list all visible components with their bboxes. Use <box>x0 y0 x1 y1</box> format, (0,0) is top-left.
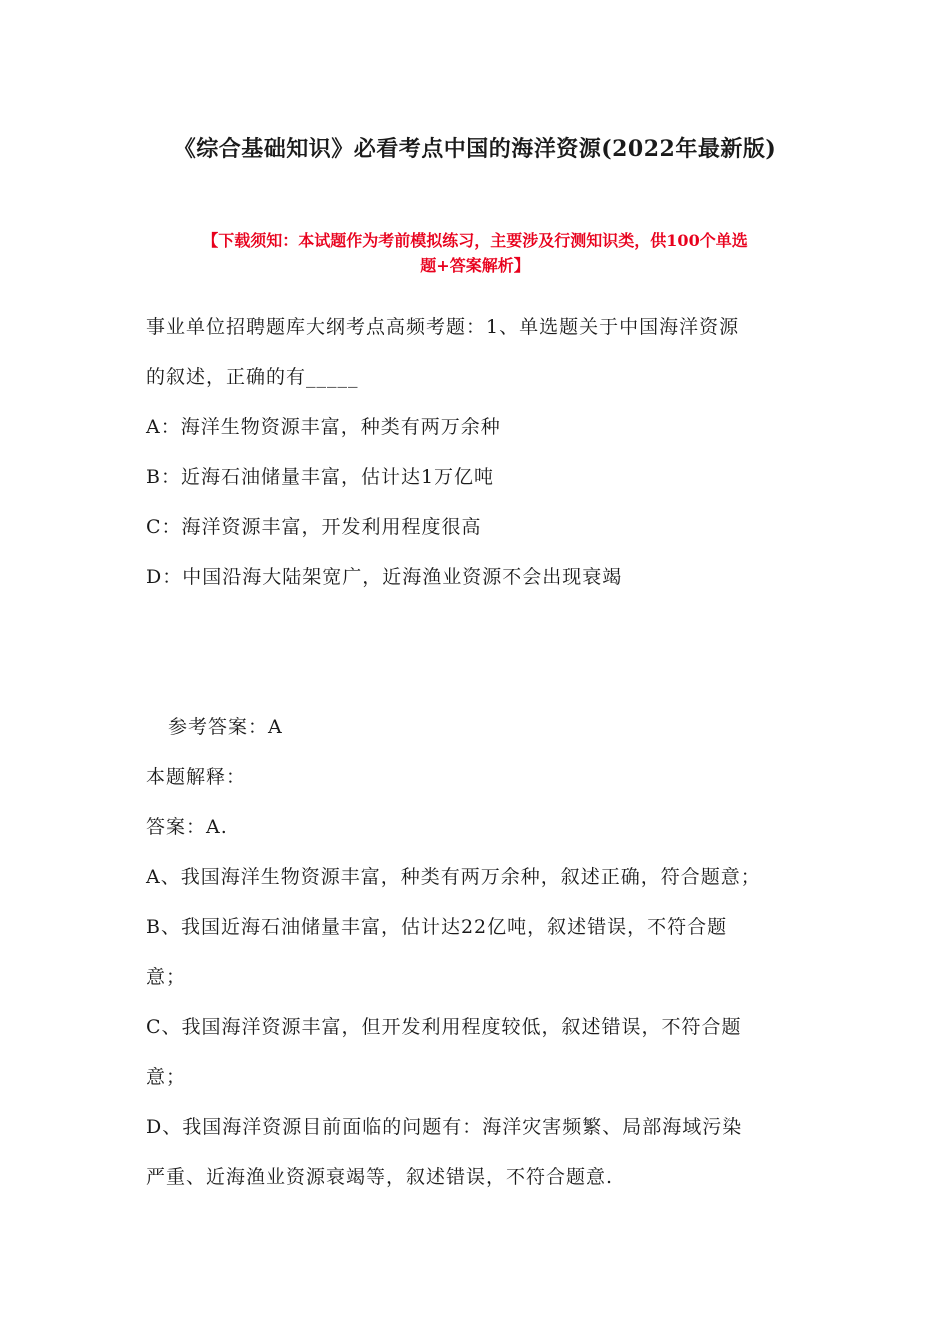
explanation-line: 意； <box>146 1066 187 1088</box>
explanation-line: 严重、近海渔业资源衰竭等，叙述错误，不符合题意. <box>146 1166 614 1188</box>
explanation-line: 意； <box>146 966 187 988</box>
document-title: 《综合基础知识》必看考点中国的海洋资源(2022年最新版) <box>173 136 777 162</box>
download-notice <box>140 228 810 278</box>
explanation-line: D、我国海洋资源目前面临的问题有：海洋灾害频繁、局部海域污染 <box>146 1116 743 1138</box>
download-notice-line: 【下载须知：本试题作为考前模拟练习，主要涉及行测知识类，供100个单选 <box>202 231 748 250</box>
option-c: C：海洋资源丰富，开发利用程度很高 <box>146 516 482 538</box>
option-a: A：海洋生物资源丰富，种类有两万余种 <box>146 416 501 438</box>
explanation-line: A、我国海洋生物资源丰富，种类有两万余种，叙述正确，符合题意； <box>146 866 761 888</box>
option-b: B：近海石油储量丰富，估计达1万亿吨 <box>146 466 495 488</box>
reference-answer: 参考答案：A <box>168 716 283 738</box>
explanation-line: B、我国近海石油储量丰富，估计达22亿吨，叙述错误，不符合题 <box>146 916 728 938</box>
option-d: D：中国沿海大陆架宽广，近海渔业资源不会出现衰竭 <box>146 566 623 588</box>
explanation-label: 本题解释： <box>146 766 247 788</box>
question-text: 的叙述，正确的有_____ <box>146 366 359 388</box>
explanation-line: C、我国海洋资源丰富，但开发利用程度较低，叙述错误，不符合题 <box>146 1016 742 1038</box>
answer-line: 答案：A. <box>146 816 228 838</box>
question-text: 事业单位招聘题库大纲考点高频考题：1、单选题关于中国海洋资源 <box>146 316 740 338</box>
download-notice-line: 题+答案解析】 <box>420 256 530 275</box>
